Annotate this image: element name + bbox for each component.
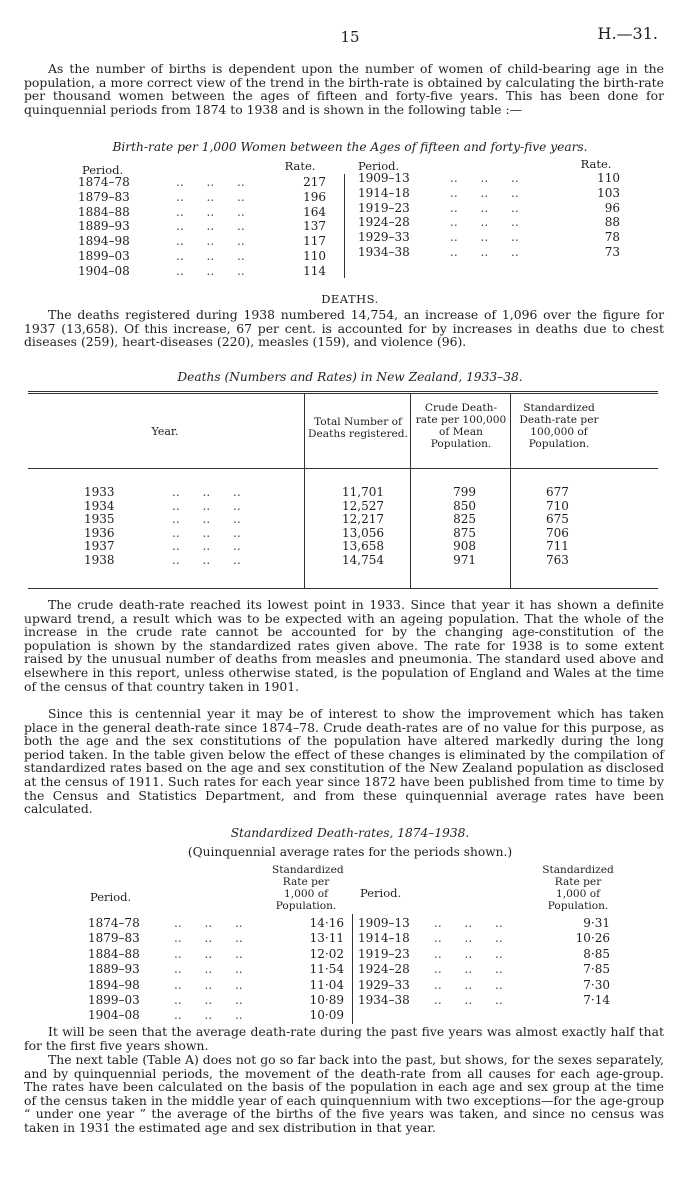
std-right-period-header: Period. — [360, 886, 402, 900]
std-left-period: 1904–08 — [88, 1008, 140, 1023]
leader-dots: .. .. .. — [172, 539, 241, 554]
deaths-standardized-rate: 763 — [546, 553, 569, 567]
birth-right-rate: 110 — [597, 171, 620, 185]
birth-left-period: 1899–03 — [78, 249, 130, 263]
deaths-year: 1938 — [84, 553, 115, 567]
deaths-table-vline-1 — [304, 393, 305, 588]
deaths-crude-rate: 825 — [453, 512, 476, 527]
std-left-rate: 13·11 — [309, 931, 344, 946]
leader-dots: .. .. .. — [434, 946, 503, 961]
leader-dots: .. .. .. — [174, 946, 243, 961]
centennial-paragraph: Since this is centennial year it may be of interest to show the improvement which has taken place in the general death-rate since 1874–78. Crude death-rates are of no value for this purpose, as both the age and the sex constitutions of the population have altered markedly during the long period taken. In the table given below the effect of these changes is eliminated by the compilation of standardized rates based on the age and sex constitution of the New Zealand population as disclosed at the census of 1911. Such rates for each year since 1872 have been published from time to time by the Census and Statistics Department, and from these quinquennial average rates have been calculated. — [24, 706, 664, 817]
std-right-rate-header: Standardized Rate per 1,000 of Population. — [542, 864, 614, 912]
leader-dots: .. .. .. — [450, 215, 519, 230]
std-left-period: 1899–03 — [88, 993, 140, 1007]
deaths-year: 1933 — [84, 485, 115, 499]
leader-dots: .. .. .. — [172, 553, 241, 567]
leader-dots: .. .. .. — [176, 219, 245, 234]
birth-left-rate: 117 — [303, 234, 326, 249]
birth-left-rate: 164 — [303, 204, 326, 219]
std-table-divider — [352, 914, 353, 1024]
birth-right-period-header: Period. — [358, 159, 400, 173]
deaths-total: 14,754 — [342, 553, 384, 567]
leader-dots: .. .. .. — [174, 993, 243, 1007]
birth-left-rate-header: Rate. — [284, 159, 316, 173]
leader-dots: .. .. .. — [434, 931, 503, 946]
std-left-rate: 10·09 — [309, 1008, 344, 1023]
std-right-period: 1914–18 — [358, 931, 410, 946]
deaths-total: 13,056 — [342, 525, 384, 540]
deaths-heading: DEATHS. — [321, 292, 379, 306]
leader-dots: .. .. .. — [174, 916, 243, 930]
birth-right-rate: 103 — [597, 185, 620, 200]
deaths-year: 1934 — [84, 498, 115, 513]
leader-dots: .. .. .. — [434, 962, 503, 977]
birth-left-rate: 137 — [303, 219, 326, 234]
leader-dots: .. .. .. — [176, 234, 245, 249]
leader-dots: .. .. .. — [176, 249, 245, 263]
leader-dots: .. .. .. — [434, 916, 503, 930]
std-left-rate: 11·54 — [309, 962, 344, 977]
deaths-year: 1937 — [84, 539, 115, 554]
std-left-rate: 12·02 — [309, 946, 344, 961]
std-right-rate: 10·26 — [575, 931, 610, 946]
deaths-table-top-rule — [28, 391, 658, 392]
std-right-rate: 7·14 — [583, 993, 610, 1007]
deaths-total: 11,701 — [342, 485, 384, 499]
std-table-subcaption: (Quinquennial average rates for the periods shown.) — [187, 845, 513, 859]
deaths-table-vline-2 — [410, 393, 411, 588]
birth-left-period: 1874–78 — [78, 175, 130, 189]
std-right-rate: 7·30 — [583, 977, 610, 992]
std-right-period: 1929–33 — [358, 977, 410, 992]
leader-dots: .. .. .. — [174, 962, 243, 977]
leader-dots: .. .. .. — [174, 1008, 243, 1023]
std-left-rate-header: Standardized Rate per 1,000 of Population. — [272, 864, 344, 912]
deaths-crude-rate: 875 — [453, 525, 476, 540]
birth-left-period: 1889–93 — [78, 219, 130, 234]
leader-dots: .. .. .. — [172, 525, 241, 540]
deaths-total: 12,527 — [342, 498, 384, 513]
leader-dots: .. .. .. — [434, 993, 503, 1007]
std-table-caption: Standardized Death-rates, 1874–1938. — [230, 826, 470, 840]
birth-left-period: 1894–98 — [78, 234, 130, 249]
deaths-standardized-header: Standardized Death-rate per 100,000 of Population. — [519, 402, 599, 450]
crude-rate-paragraph: The crude death-rate reached its lowest point in 1933. Since that year it has shown a definite upward trend, a result which was to be expected with an ageing population. That the whole of the increase in the crude rate cannot be accounted for by the changing age-constitution of the population is shown by the standardized rates given above. The rate for 1938 is to some extent raised by the unusual number of deaths from measles and pneumonia. The standard used above and elsewhere in this report, unless otherwise stated, is the population of England and Wales at the time of the census of that country taken in 1901. — [24, 597, 664, 694]
deaths-total: 13,658 — [342, 539, 384, 554]
leader-dots: .. .. .. — [450, 200, 519, 215]
leader-dots: .. .. .. — [450, 171, 519, 185]
std-left-rate: 14·16 — [309, 916, 344, 930]
std-right-period: 1909–13 — [358, 916, 410, 930]
leader-dots: .. .. .. — [174, 931, 243, 946]
leader-dots: .. .. .. — [434, 977, 503, 992]
birth-left-period: 1879–83 — [78, 189, 130, 204]
birth-left-rate: 196 — [303, 189, 326, 204]
birth-left-period: 1904–08 — [78, 263, 130, 278]
deaths-total: 12,217 — [342, 512, 384, 527]
birth-left-period: 1884–88 — [78, 204, 130, 219]
std-left-period: 1889–93 — [88, 962, 140, 977]
birth-right-period: 1919–23 — [358, 200, 410, 215]
deaths-table-top-rule-2 — [28, 393, 658, 394]
birth-right-period: 1909–13 — [358, 171, 410, 185]
leader-dots: .. .. .. — [176, 175, 245, 189]
birth-table-divider — [344, 174, 345, 278]
deaths-crude-rate: 799 — [453, 485, 476, 499]
birth-table-caption: Birth-rate per 1,000 Women between the Ages of fifteen and forty-five years. — [112, 140, 588, 154]
deaths-year-header: Year. — [151, 425, 179, 438]
birth-right-period: 1924–28 — [358, 215, 410, 230]
deaths-year: 1936 — [84, 525, 115, 540]
deaths-crude-header: Crude Death-rate per 100,000 of Mean Population. — [415, 402, 507, 450]
std-left-rate: 11·04 — [309, 977, 344, 992]
deaths-table-bottom-rule — [28, 588, 658, 589]
std-left-rate: 10·89 — [309, 993, 344, 1007]
std-right-rate: 7·85 — [583, 962, 610, 977]
std-left-period: 1879–83 — [88, 931, 140, 946]
std-left-period: 1874–78 — [88, 916, 140, 930]
page-reference: H.—31. — [597, 24, 658, 43]
deaths-crude-rate: 908 — [453, 539, 476, 554]
birth-left-rate: 110 — [303, 249, 326, 263]
leader-dots: .. .. .. — [172, 512, 241, 527]
birth-right-rate: 73 — [604, 245, 620, 259]
deaths-standardized-rate: 710 — [546, 498, 569, 513]
birth-left-period-header: Period. — [82, 163, 124, 177]
std-left-period-header: Period. — [90, 890, 132, 904]
table-a-paragraph: The next table (Table A) does not go so far back into the past, but shows, for the sexes separately, and by quinquennial periods, the movement of the death-rate from all causes for each age-group. The rates have been calculated on the basis of the population in each age and sex group at the time of the census taken in the middle year of each quinquennium with two exceptions—for the age-group “ under one year ” the average of the births of the five years was taken, and since no census was taken in 1931 the estimated age and sex distribution in that year. — [24, 1052, 664, 1135]
deaths-paragraph: The deaths registered during 1938 numbered 14,754, an increase of 1,096 over the figure for 1937 (13,658). Of this increase, 67 per cent. is accounted for by increases in deaths due to chest diseases (259), heart-diseases (220), measles (159), and violence (96). — [24, 307, 664, 350]
leader-dots: .. .. .. — [450, 230, 519, 245]
intro-paragraph: As the number of births is dependent upon the number of women of child-bearing age in the population, a more correct view of the trend in the birth-rate is obtained by calculating the birth-rate per thousand women between the ages of fifteen and forty-five years. This has been done for quinquennial periods from 1874 to 1938 and is shown in the following table :— — [24, 61, 664, 117]
leader-dots: .. .. .. — [172, 485, 241, 499]
page-number: 15 — [340, 28, 360, 46]
deaths-year: 1935 — [84, 512, 115, 527]
std-right-rate: 8·85 — [583, 946, 610, 961]
std-left-period: 1884–88 — [88, 946, 140, 961]
birth-right-rate: 78 — [604, 230, 620, 245]
birth-right-period: 1929–33 — [358, 230, 410, 245]
half-rate-paragraph: It will be seen that the average death-rate during the past five years was almost exactly half that for the first five years shown. — [24, 1024, 664, 1053]
std-left-period: 1894–98 — [88, 977, 140, 992]
birth-right-rate: 96 — [604, 200, 620, 215]
deaths-standardized-rate: 675 — [546, 512, 569, 527]
leader-dots: .. .. .. — [176, 204, 245, 219]
birth-left-rate: 217 — [303, 175, 326, 189]
deaths-table-header-rule — [28, 468, 658, 469]
deaths-standardized-rate: 677 — [546, 485, 569, 499]
leader-dots: .. .. .. — [172, 498, 241, 513]
deaths-total-header: Total Number of Deaths registered. — [308, 416, 408, 440]
deaths-crude-rate: 971 — [453, 553, 476, 567]
deaths-table-vline-3 — [510, 393, 511, 588]
birth-right-rate-header: Rate. — [580, 157, 612, 171]
leader-dots: .. .. .. — [450, 185, 519, 200]
deaths-crude-rate: 850 — [453, 498, 476, 513]
leader-dots: .. .. .. — [450, 245, 519, 259]
std-right-period: 1934–38 — [358, 993, 410, 1007]
deaths-table-caption: Deaths (Numbers and Rates) in New Zealand, 1933–38. — [177, 370, 523, 384]
birth-left-rate: 114 — [303, 263, 326, 278]
deaths-standardized-rate: 706 — [546, 525, 569, 540]
deaths-standardized-rate: 711 — [546, 539, 569, 554]
std-right-rate: 9·31 — [583, 916, 610, 930]
std-right-period: 1924–28 — [358, 962, 410, 977]
birth-right-period: 1914–18 — [358, 185, 410, 200]
birth-right-rate: 88 — [604, 215, 620, 230]
leader-dots: .. .. .. — [174, 977, 243, 992]
leader-dots: .. .. .. — [176, 189, 245, 204]
birth-right-period: 1934–38 — [358, 245, 410, 259]
std-right-period: 1919–23 — [358, 946, 410, 961]
leader-dots: .. .. .. — [176, 263, 245, 278]
